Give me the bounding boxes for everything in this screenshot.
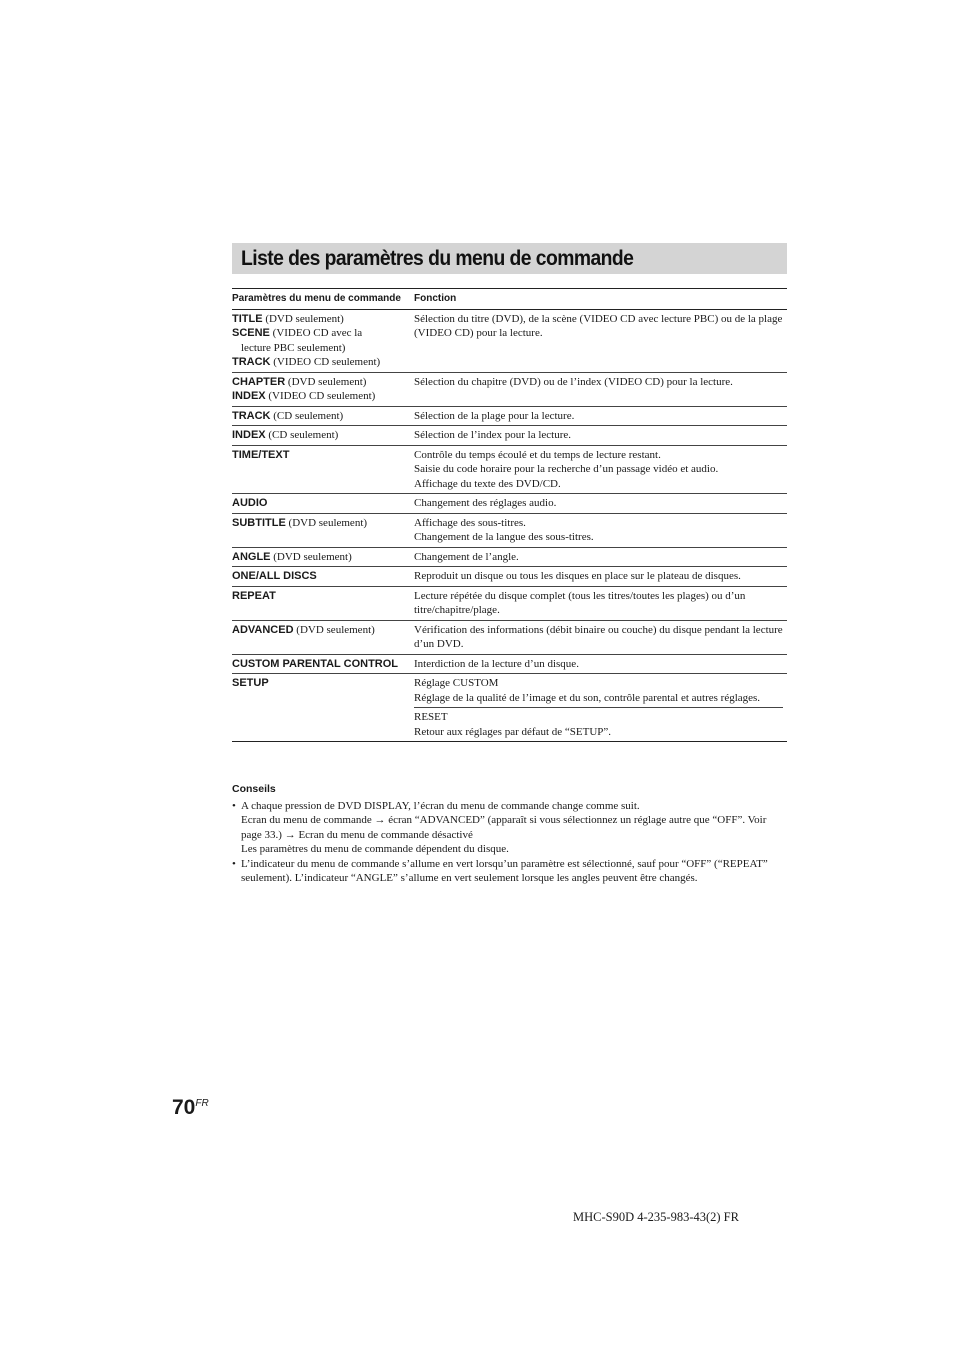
function-cell xyxy=(414,309,787,372)
parameter-note: (CD seulement) xyxy=(270,409,344,422)
function-cell xyxy=(414,426,787,446)
arrow-right-icon: → xyxy=(374,814,386,826)
bullet-icon: • xyxy=(232,857,236,870)
parameter-entry xyxy=(232,389,414,404)
parameter-entry xyxy=(232,623,414,638)
bullet-icon: • xyxy=(232,799,236,812)
function-text: Sélection de la plage pour la lecture. xyxy=(414,409,575,422)
function-text: Changement des réglages audio. xyxy=(414,497,557,509)
parameter-name: SCENE xyxy=(232,327,270,339)
parameter-entry xyxy=(232,676,414,691)
parameter-note: (VIDEO CD seulement) xyxy=(265,390,376,402)
function-cell xyxy=(414,586,787,620)
function-text: Contrôle du temps écoulé et du temps de lecture restant. xyxy=(414,448,661,461)
function-text: Interdiction de la lecture d’un disque. xyxy=(414,657,579,670)
parameter-cell xyxy=(232,406,414,426)
parameter-note: (DVD seulement) xyxy=(270,550,352,563)
header-parameters: Paramètres du menu de commande xyxy=(232,289,414,310)
parameter-note: (DVD seulement) xyxy=(262,312,344,325)
function-cell xyxy=(414,372,787,406)
parameter-entry xyxy=(232,569,414,584)
function-subsection xyxy=(414,707,783,739)
function-text: Sélection de l’index pour la lecture. xyxy=(414,429,571,441)
function-cell xyxy=(414,567,787,587)
tip-line: L’indicateur du menu de commande s’allume en vert lorsqu’un paramètre est sélectionné, sauf pour “OFF” (“REPEAT” seulement). L’indicateur “ANGLE” s’allume en vert seulement lorsque les angles peuvent être changés. xyxy=(241,857,768,884)
table-row xyxy=(232,513,787,547)
tips-list xyxy=(232,799,772,886)
parameter-cell xyxy=(232,309,414,372)
parameter-cell xyxy=(232,494,414,514)
function-text: Reproduit un disque ou tous les disques en place sur le plateau de disques. xyxy=(414,570,741,582)
parameter-entry xyxy=(232,550,414,565)
parameters-table xyxy=(232,288,787,742)
parameter-name: CHAPTER xyxy=(232,375,286,388)
parameter-cell xyxy=(232,513,414,547)
tip-line: A chaque pression de DVD DISPLAY, l’écran du menu de commande change comme suit. xyxy=(241,799,640,812)
function-text: Vérification des informations (débit binaire ou couche) du disque pendant la lecture d’un DVD. xyxy=(414,623,783,650)
parameter-cell xyxy=(232,620,414,654)
table-header-row xyxy=(232,289,787,310)
header-function: Fonction xyxy=(414,289,787,310)
parameter-cell xyxy=(232,445,414,494)
parameter-name: SETUP xyxy=(232,677,269,689)
tip-sequence: Ecran du menu de commande → écran “ADVANCED” (apparaît si vous sélectionnez un réglage autre que “OFF”. Voir page 33.) → Ecran du menu de commande désactivé xyxy=(241,814,767,841)
function-text: Changement de l’angle. xyxy=(414,550,519,563)
tip-item xyxy=(232,799,772,857)
table-row xyxy=(232,567,787,587)
tip-item xyxy=(232,857,772,886)
table-row xyxy=(232,586,787,620)
parameter-note: (DVD seulement) xyxy=(285,375,367,388)
function-text: Réglage de la qualité de l’image et du son, contrôle parental et autres réglages. xyxy=(414,691,761,704)
function-text: Affichage du texte des DVD/CD. xyxy=(414,477,561,490)
table-row xyxy=(232,654,787,674)
function-text: Saisie du code horaire pour la recherche d’un passage vidéo et audio. xyxy=(414,463,719,475)
parameter-name: TIME/TEXT xyxy=(232,448,290,461)
parameter-cell xyxy=(232,674,414,742)
table-row xyxy=(232,620,787,654)
function-cell xyxy=(414,620,787,654)
parameter-entry xyxy=(232,355,414,370)
tips-heading: Conseils xyxy=(232,783,276,795)
function-text: Retour aux réglages par défaut de “SETUP”. xyxy=(414,725,612,738)
tip-line: Les paramètres du menu de commande dépendent du disque. xyxy=(241,843,509,855)
parameter-name: INDEX xyxy=(232,390,266,402)
parameter-name: CUSTOM PARENTAL CONTROL xyxy=(232,657,399,670)
page-title: Liste des paramètres du menu de commande xyxy=(241,246,634,270)
parameter-entry xyxy=(232,312,414,327)
page-number: $70^{FR}$ xyxy=(172,1096,209,1119)
footer-model-code: MHC-S90D 4-235-983-43(2) FR xyxy=(573,1210,739,1224)
parameter-name: ANGLE xyxy=(232,550,271,563)
table-row xyxy=(232,372,787,406)
parameter-name: INDEX xyxy=(232,429,266,441)
parameter-name: AUDIO xyxy=(232,497,268,509)
function-text: Réglage CUSTOM xyxy=(414,677,499,689)
parameter-entry xyxy=(232,589,414,604)
table-body xyxy=(232,309,787,742)
arrow-right-icon: → xyxy=(284,828,296,841)
parameter-name: ONE/ALL DISCS xyxy=(232,570,317,582)
parameter-entry xyxy=(232,496,414,511)
table-row xyxy=(232,309,787,372)
table-row xyxy=(232,426,787,446)
section-title-bar xyxy=(232,243,787,274)
parameter-entry xyxy=(232,428,414,443)
function-cell xyxy=(414,654,787,674)
table-row xyxy=(232,445,787,494)
table-row xyxy=(232,406,787,426)
parameter-note: (VIDEO CD seulement) xyxy=(270,356,381,368)
parameter-name: TRACK xyxy=(232,356,271,368)
table-row xyxy=(232,547,787,567)
parameter-cell xyxy=(232,586,414,620)
function-text: Sélection du chapitre (DVD) ou de l’index (VIDEO CD) pour la lecture. xyxy=(414,375,733,388)
function-cell xyxy=(414,445,787,494)
parameter-entry xyxy=(232,448,414,463)
parameter-cell xyxy=(232,426,414,446)
function-text: Changement de la langue des sous-titres. xyxy=(414,531,594,543)
function-cell xyxy=(414,547,787,567)
function-text: RESET xyxy=(414,711,448,723)
parameter-name: TRACK xyxy=(232,409,271,422)
function-text: Lecture répétée du disque complet (tous les titres/toutes les plages) ou d’un titre/chapitre/plage. xyxy=(414,589,746,616)
parameter-name: TITLE xyxy=(232,312,263,325)
table-row xyxy=(232,494,787,514)
function-cell xyxy=(414,406,787,426)
function-text: Sélection du titre (DVD), de la scène (VIDEO CD avec lecture PBC) ou de la plage (VIDEO CD) pour la lecture. xyxy=(414,312,783,339)
tips-section xyxy=(232,782,772,886)
parameter-cell xyxy=(232,547,414,567)
page-suffix: FR xyxy=(195,1098,209,1109)
parameter-cell xyxy=(232,654,414,674)
parameter-name: ADVANCED xyxy=(232,623,294,636)
parameter-note: (VIDEO CD avec la xyxy=(269,327,363,339)
parameter-entry xyxy=(232,516,414,531)
parameter-note: (CD seulement) xyxy=(265,429,339,441)
parameter-entry xyxy=(232,326,414,341)
parameter-cell xyxy=(232,567,414,587)
function-cell xyxy=(414,494,787,514)
function-cell xyxy=(414,674,787,742)
parameter-name: SUBTITLE xyxy=(232,516,286,529)
parameter-entry xyxy=(232,375,414,390)
parameter-note: (DVD seulement) xyxy=(293,623,375,636)
parameter-note: (DVD seulement) xyxy=(285,516,368,529)
parameter-note: lecture PBC seulement) xyxy=(241,341,346,354)
parameter-cell xyxy=(232,372,414,406)
function-cell xyxy=(414,513,787,547)
table-row xyxy=(232,674,787,742)
parameter-entry xyxy=(232,657,414,672)
parameter-name: REPEAT xyxy=(232,589,276,602)
parameter-entry xyxy=(232,409,414,424)
function-text: Affichage des sous-titres. xyxy=(414,516,526,529)
